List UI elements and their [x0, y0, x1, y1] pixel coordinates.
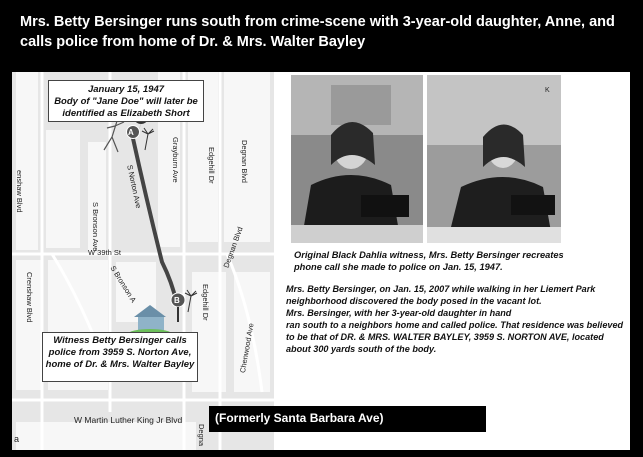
- street-chenwood: Chenwood Ave: [238, 322, 256, 374]
- story-text: [286, 283, 626, 355]
- photo-original-image: [291, 75, 423, 243]
- photo-recreation-image: [427, 75, 561, 243]
- street-norton-top: S Norton Ave: [125, 164, 144, 209]
- street-degnan-bottom: Degnan Blvd: [221, 225, 245, 269]
- street-degna-cut: Degna: [197, 424, 206, 447]
- street-bronson-top: S Bronson Ave: [91, 202, 100, 252]
- callout-jane-doe: [48, 80, 204, 122]
- street-crenshaw-top: enshaw Blvd: [15, 170, 24, 213]
- street-map: [12, 72, 274, 450]
- street-edgehill-top: Edgehill Dr: [207, 147, 216, 184]
- photo-original: [291, 75, 423, 243]
- header-title: Mrs. Betty Bersinger runs south from crime-scene with 3-year-old daughter, Anne, and calls police from home of Dr. & Mrs. Walter Bayley: [20, 14, 615, 50]
- content-panel: [12, 72, 630, 450]
- callout-witness-text: Witness Betty Bersinger calls police from 3959 S. Norton Ave, home of Dr. & Mrs. Walter Bayley: [45, 335, 195, 370]
- photo-recreation: [427, 75, 561, 243]
- street-w39th: W 39th St: [88, 248, 121, 257]
- street-degnan-top: Degnan Blvd: [240, 140, 249, 183]
- story-paragraph-2-line1: Mrs. Bersinger, with her 3-year-old daughter in hand: [286, 308, 512, 318]
- callout-date: January 15, 1947: [87, 84, 165, 95]
- map-graphics: [12, 72, 274, 450]
- marker-a-label: A: [128, 128, 134, 137]
- street-edgehill-bottom: Edgehill Dr: [201, 284, 210, 321]
- map-corner-letter: a: [14, 434, 20, 444]
- story-paragraph-2-rest: ran south to a neighbors home and called police. That residence was believed to be that of DR. & MRS. WALTER BAYLEY, 3959 S. NORTON AVE, located about 300 yards south of the body.: [286, 320, 624, 354]
- callout-jane-doe-text: Body of "Jane Doe" will later be identified as Elizabeth Short: [54, 96, 198, 119]
- story-paragraph-1: Mrs. Betty Bersinger, on Jan. 15, 2007 while walking in her Liemert Park neighborhood discovered the body posed in the vacant lot.: [286, 284, 596, 306]
- photo-mark: K: [545, 87, 550, 94]
- page-header: [0, 0, 643, 72]
- callout-witness: [42, 332, 198, 382]
- street-bronson-bottom: S Bronson A: [108, 264, 139, 305]
- photo-caption: Original Black Dahlia witness, Mrs. Betty Bersinger recreates phone call she made to police on Jan. 15, 1947.: [294, 250, 564, 272]
- street-crenshaw-bottom: Crenshaw Blvd: [25, 272, 34, 323]
- marker-b-label: B: [174, 296, 180, 305]
- formerly-label: (Formerly Santa Barbara Ave): [209, 406, 486, 432]
- street-mlk: W Martin Luther King Jr Blvd: [74, 415, 183, 425]
- photo-pair: [291, 75, 561, 243]
- street-grayburn: Grayburn Ave: [171, 137, 180, 183]
